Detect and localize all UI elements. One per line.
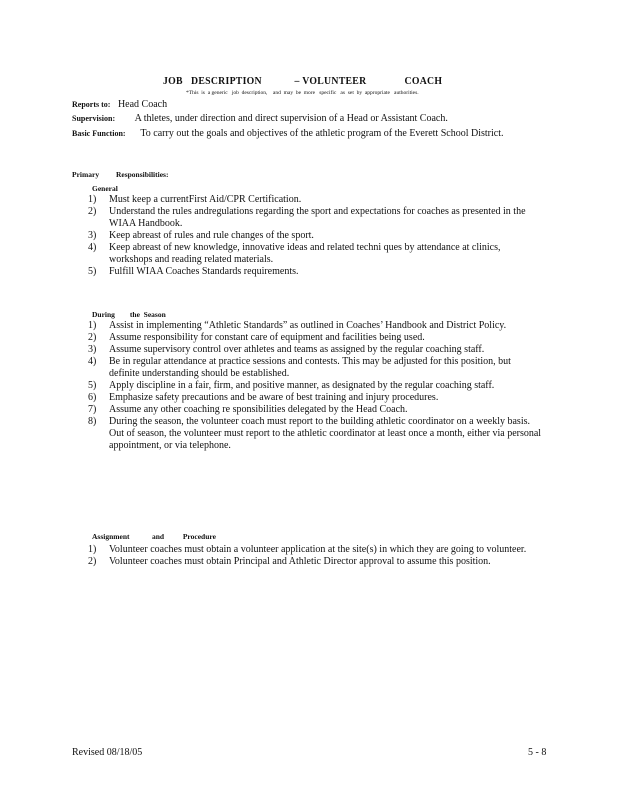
reports-to-label: Reports to: (72, 100, 111, 109)
procedure-list (88, 544, 543, 568)
list-item: 2) Volunteer coaches must obtain Principal and Athletic Director approval to assume this position. (88, 556, 491, 567)
list-item: 1) Must keep a currentFirst Aid/CPR Certification. (88, 194, 302, 205)
page-subtitle-note: *This is a generic job description, and may be more specific as set by appropriate authorities. (186, 90, 419, 96)
basic-function-label: Basic Function: (72, 129, 126, 138)
supervision-line (72, 113, 448, 124)
basic-function-line (72, 127, 522, 140)
list-item: 6) Emphasize safety precautions and be aware of best training and injury procedures. (88, 392, 439, 403)
page-title: JOB DESCRIPTION – VOLUNTEER COACH (163, 76, 443, 87)
list-item: 2) Understand the rules andregulations regarding the sport and expectations for coaches as presented in the WIAA Handbook. (88, 206, 526, 229)
procedure-heading: Assignment and Procedure (92, 532, 216, 541)
list-item: 3) Assume supervisory control over athletes and teams as assigned by the regular coaching staff. (88, 344, 485, 355)
season-heading: During the Season (92, 310, 166, 319)
list-item: 5) Apply discipline in a fair, firm, and positive manner, as designated by the regular coaching staff. (88, 380, 495, 391)
list-item: 1) Volunteer coaches must obtain a volunteer application at the site(s) in which they are going to volunteer. (88, 544, 527, 555)
list-item: 4) Be in regular attendance at practice sessions and contests. This may be adjusted for this position, but definite understanding should be established. (88, 356, 511, 379)
list-item: 8) During the season, the volunteer coach must report to the building athletic coordinator on a weekly basis. Out of season, the volunteer must report to the athletic coordinator at least once a month, either via personal appointment, or via telephone. (88, 416, 542, 451)
supervision-value: A thletes, under direction and direct supervision of a Head or Assistant Coach. (134, 113, 448, 124)
list-item: 5) Fulfill WIAA Coaches Standards requirements. (88, 266, 299, 277)
list-item: 3) Keep abreast of rules and rule changes of the sport. (88, 230, 314, 241)
list-item: 1) Assist in implementing “Athletic Standards” as outlined in Coaches’ Handbook and District Policy. (88, 320, 507, 331)
list-item: 4) Keep abreast of new knowledge, innovative ideas and related techni ques by attendance at clinics, workshops and reading related materials. (88, 242, 501, 265)
general-heading: General (92, 184, 118, 193)
general-list (88, 194, 543, 278)
primary-responsibilities-heading: Primary Responsibilities: (72, 170, 169, 179)
list-item: 7) Assume any other coaching re sponsibilities delegated by the Head Coach. (88, 404, 408, 415)
list-item: 2) Assume responsibility for constant care of equipment and facilities being used. (88, 332, 425, 343)
reports-to-value: Head Coach (117, 99, 168, 110)
reports-to-line (72, 99, 167, 110)
season-list (88, 320, 543, 452)
page-number: 5 - 8 (528, 747, 547, 758)
basic-function-value: To carry out the goals and objectives of the athletic program of the Everett School District. (140, 128, 504, 139)
supervision-label: Supervision: (72, 114, 116, 123)
revised-date: Revised 08/18/05 (72, 747, 143, 758)
